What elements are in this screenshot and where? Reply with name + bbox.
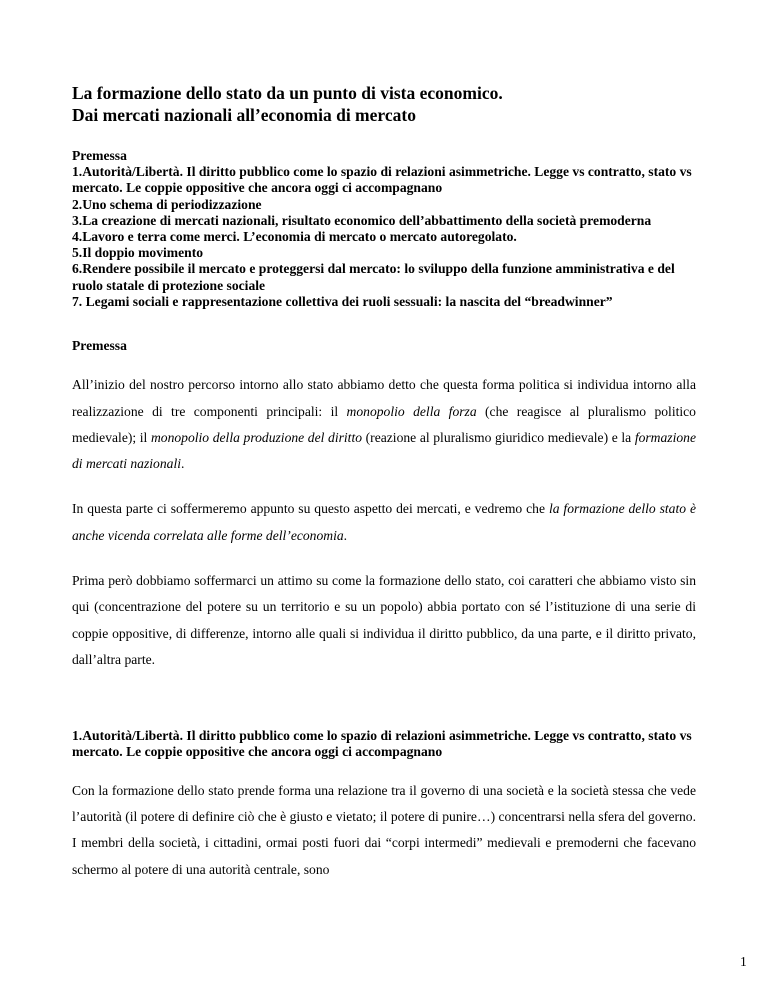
title-line-1: La formazione dello stato da un punto di vista economico. <box>72 83 503 103</box>
toc-item: 1.Autorità/Libertà. Il diritto pubblico come lo spazio di relazioni asimmetriche. Legge vs contratto, stato vs mercato. Le coppie oppositive che ancora oggi ci accompagnano <box>72 164 692 196</box>
toc-item: 4.Lavoro e terra come merci. L’economia di mercato o mercato autoregolato. <box>72 229 517 245</box>
document-title <box>72 82 696 126</box>
premessa-paragraph-3: Prima però dobbiamo soffermarci un attimo su come la formazione dello stato, coi caratteri che abbiamo visto sin qui (concentrazione del potere su un territorio e su un popolo) abbia portato con sé l’istituzione di una serie di coppie oppositive, di differenze, intorno alle quali si individua il diritto pubblico, da una parte, e il diritto privato, dall’altra parte. <box>72 573 696 667</box>
premessa-paragraph-2: In questa parte ci soffermeremo appunto su questo aspetto dei mercati, e vedremo che la formazione dello stato è anche vicenda correlata alle forme dell’economia. <box>72 501 696 543</box>
toc-item: 3.La creazione di mercati nazionali, risultato economico dell’abbattimento della società premoderna <box>72 212 652 228</box>
toc-item: 6.Rendere possibile il mercato e proteggersi dal mercato: lo sviluppo della funzione amministrativa e del ruolo statale di protezione sociale <box>72 261 675 293</box>
page-number: 1 <box>740 954 747 969</box>
document-page <box>72 82 696 883</box>
table-of-contents <box>72 148 696 310</box>
toc-item: 7. Legami sociali e rappresentazione collettiva dei ruoli sessuali: la nascita del “breadwinner” <box>72 293 613 309</box>
section-1-heading: 1.Autorità/Libertà. Il diritto pubblico come lo spazio di relazioni asimmetriche. Legge vs contratto, stato vs mercato. Le coppie oppositive che ancora oggi ci accompagnano <box>72 728 692 760</box>
title-line-2: Dai mercati nazionali all’economia di mercato <box>72 105 416 125</box>
toc-item: 5.Il doppio movimento <box>72 245 204 261</box>
toc-item: Premessa <box>72 148 127 163</box>
premessa-heading: Premessa <box>72 338 127 354</box>
premessa-paragraph-1: All’inizio del nostro percorso intorno allo stato abbiamo detto che questa forma politica si individua intorno alla realizzazione di tre componenti principali: il monopolio della forza (che reagisce al pluralismo politico medievale); il monopolio della produzione del diritto (reazione al pluralismo giuridico medievale) e la formazione di mercati nazionali. <box>72 377 696 472</box>
section-1-paragraph-1: Con la formazione dello stato prende forma una relazione tra il governo di una società e la società stessa che vede l’autorità (il potere di definire ciò che è giusto e vietato; il potere di punire…) concentrarsi nella sfera del governo. I membri della società, i cittadini, ormai posti fuori dai “corpi intermedi” medievali e premoderni che facevano schermo al potere di una autorità centrale, sono <box>72 782 696 877</box>
toc-item: 2.Uno schema di periodizzazione <box>72 196 262 212</box>
